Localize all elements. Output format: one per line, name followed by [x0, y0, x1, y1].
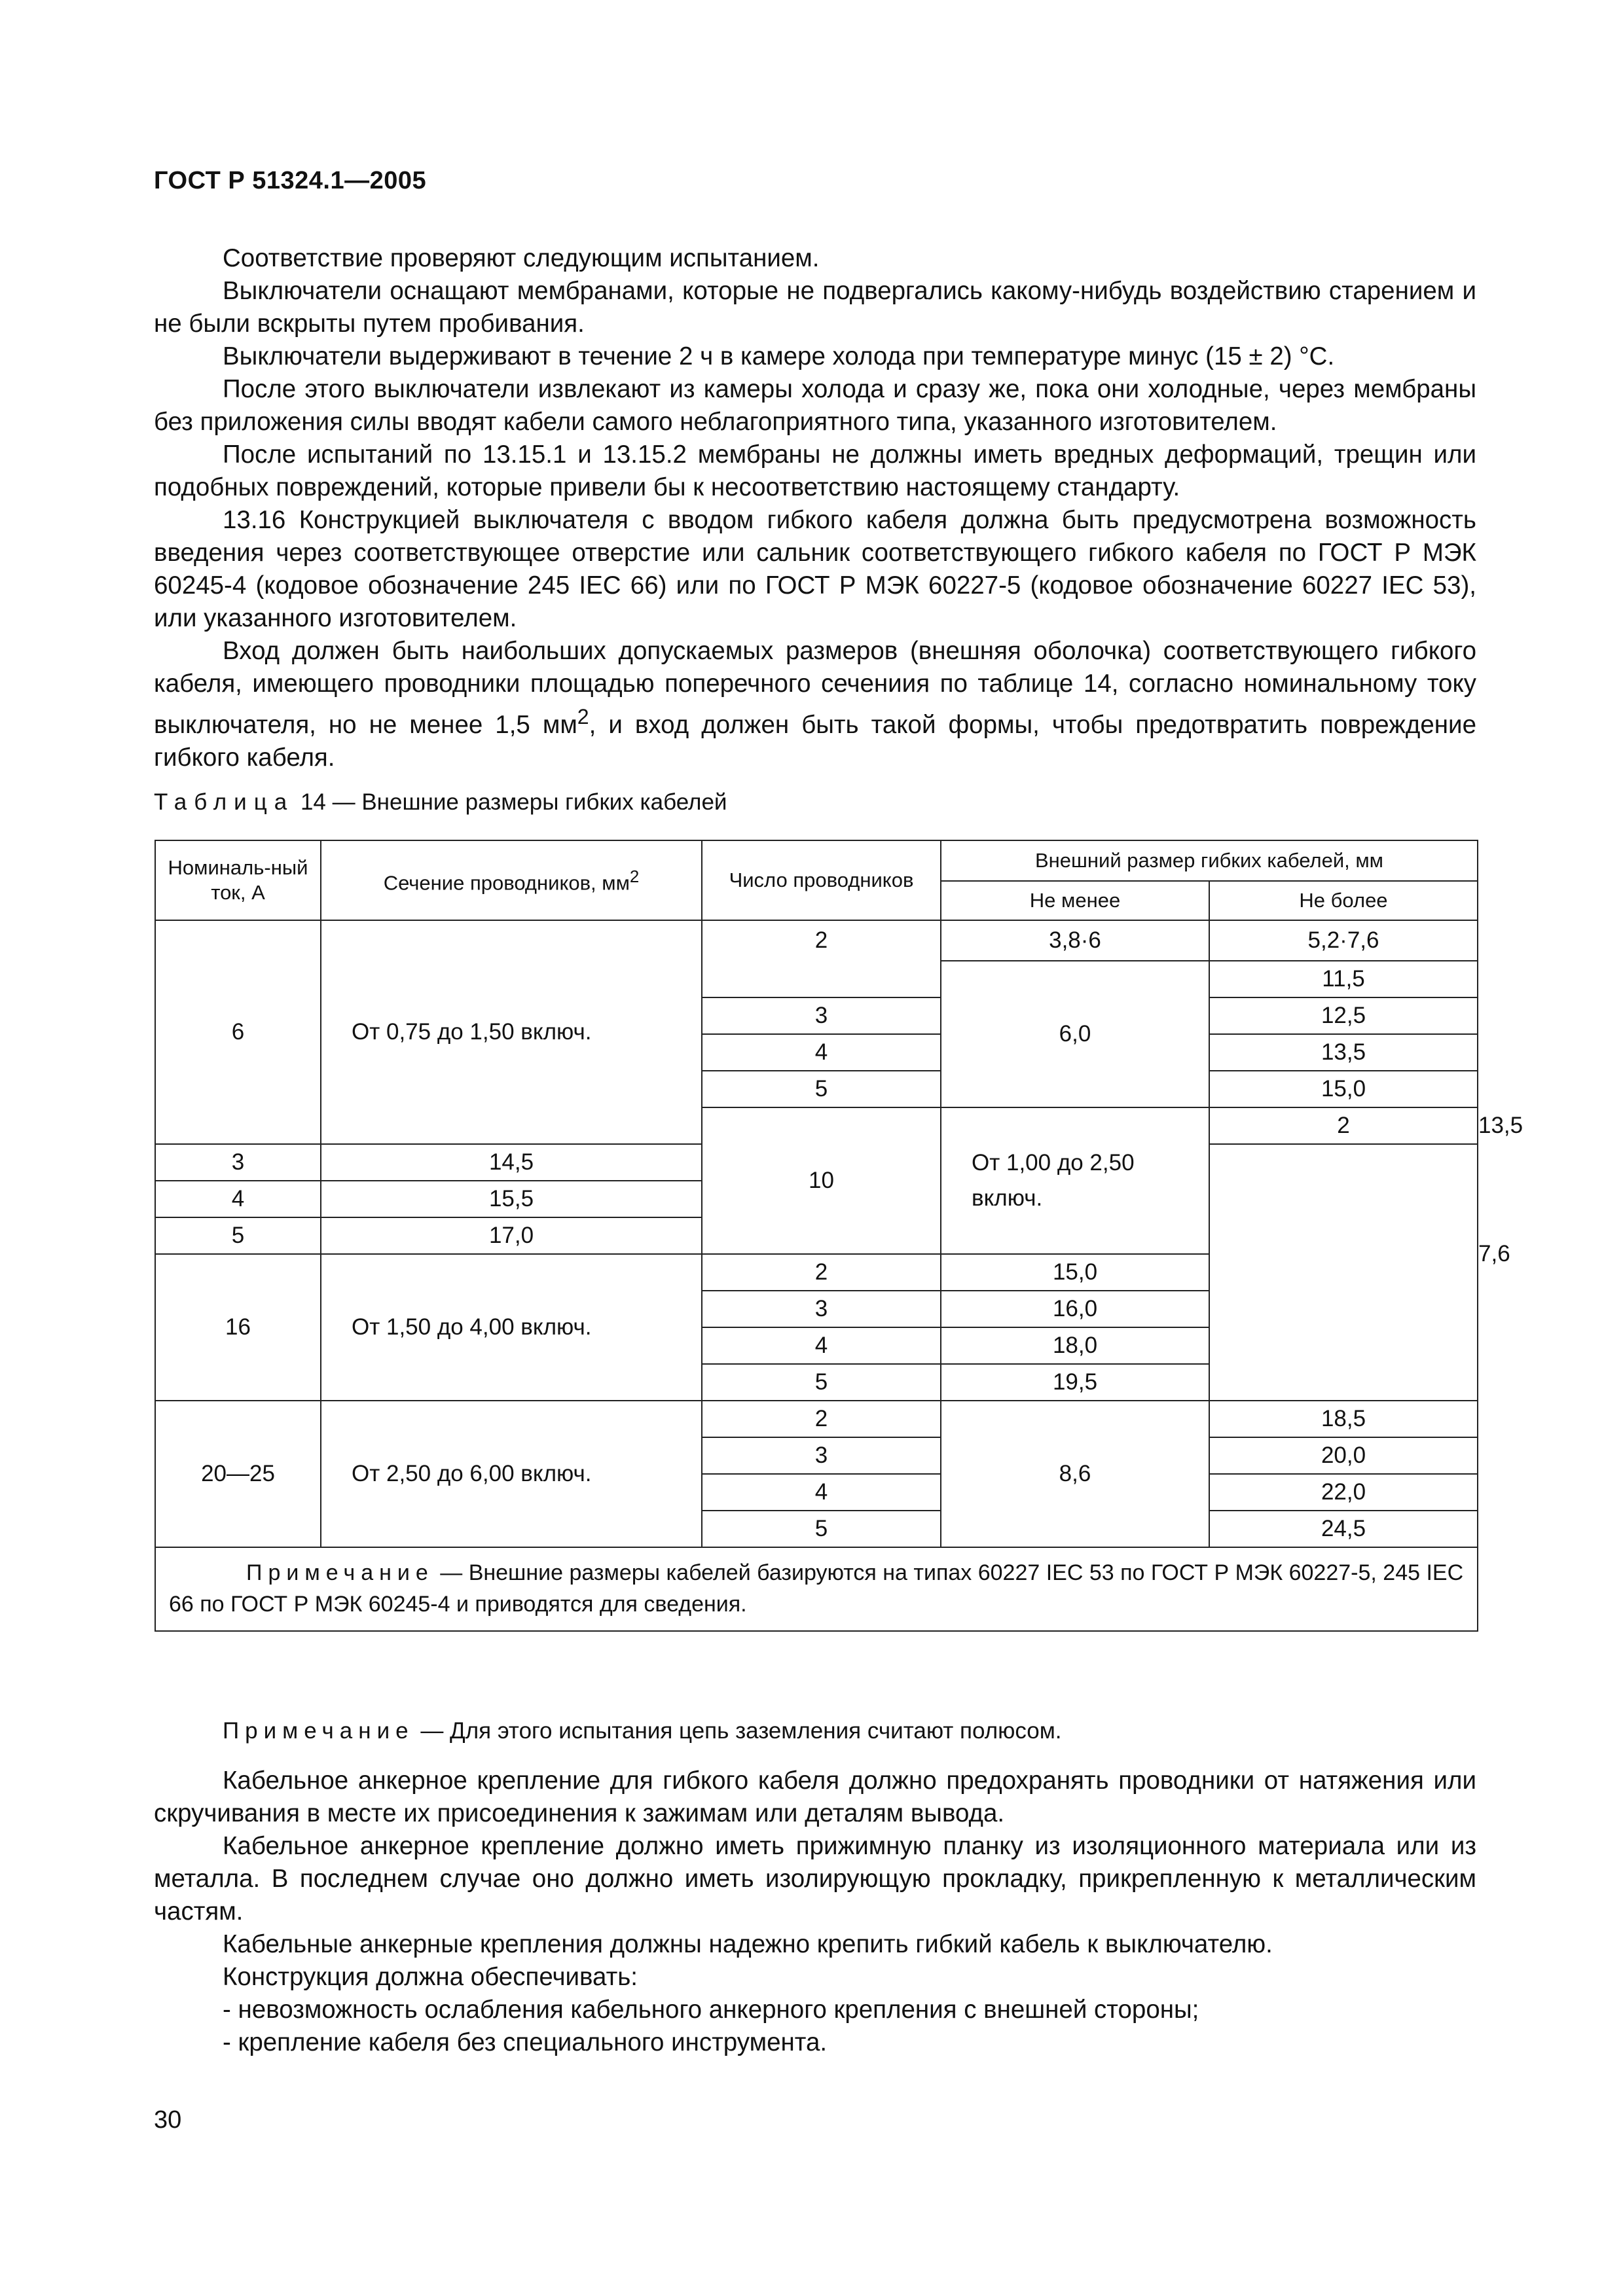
superscript: 2 [577, 705, 589, 728]
header-max: Не более [1209, 881, 1478, 920]
max-cell: 14,5 [321, 1144, 702, 1181]
paragraph-text: Вход должен быть наибольших допускаемых размеров (внешняя оболочка) соответствующего гибкого кабеля, имеющего проводники площадью поперечного сечениия по таблице 14, согласно номинальному току выключателя, но не менее 1,5 мм [154, 637, 1476, 739]
paragraph: Кабельное анкерное крепление для гибкого кабеля должно предохранять проводники от натяжения или скручивания в месте их присоединения к зажимам или деталям вывода. [154, 1767, 1476, 1827]
max-cell: 22,0 [1209, 1474, 1478, 1511]
header-min: Не менее [941, 881, 1209, 920]
max-cell: 18,5 [1209, 1401, 1478, 1437]
body-text-after-table [154, 1715, 1476, 2059]
paragraph: 13.16 Конструкцией выключателя с вводом гибкого кабеля должна быть предусмотрена возможность введения через соответствующее отверстие или сальник соответствующего гибкого кабеля по ГОСТ Р МЭК 60245-4 (кодовое обозначение 245 IEC 66) или по ГОСТ Р МЭК 60227-5 (кодовое обозначение 60227 IEC 53), или указанного изготовителем. [154, 506, 1476, 632]
table-caption-label: Таблица [154, 789, 295, 815]
count-cell: 5 [702, 1511, 941, 1547]
table-caption-text: 14 — Внешние размеры гибких кабелей [294, 789, 727, 815]
max-cell: 24,5 [1209, 1511, 1478, 1547]
body-text [154, 242, 1476, 774]
max-cell: 15,5 [321, 1181, 702, 1217]
paragraph: Соответствие проверяют следующим испытанием. [223, 244, 820, 272]
header-count: Число проводников [702, 840, 941, 920]
page-number: 30 [154, 2106, 182, 2134]
paragraph: После этого выключатели извлекают из камеры холода и сразу же, пока они холодные, через мембраны без приложения силы вводят кабели самого неблагоприятного типа, указанного изготовителем. [154, 375, 1476, 436]
count-cell: 3 [702, 997, 941, 1034]
cable-size-table: Номиналь-ный ток, А Сечение проводников, $мм^2$ Число проводников Внешний размер гибких кабелей, мм Не менее Не более 6 От 0,75 до 1,50 включ. 2 3,8·6 5,2·7,6 6,0 11,5 3 12,5 4 13,5 5 15,0 10 От 1,00 до 2,50 включ. 2 7,6 13,5 3 14,5 4 15,5 5 17,0 16 От 1,50 до 4,00 включ. 2 15,0 3 16,0 4 18,0 5 19,5 20—25 От 2,50 до 6,00 включ. 2 8,6 18,5 3 20,0 4 22,0 5 24,5 Примечание — Внешние размеры кабелей базируются на типах 60227 IEC 53 по ГОСТ Р МЭК 60227-5, 245 IEC 66 по ГОСТ Р МЭК 60245-4 и приводятся для сведения. [155, 840, 1478, 1632]
section-cell: От 1,50 до 4,00 включ. [321, 1254, 702, 1401]
note-label: Примечание [223, 1718, 414, 1744]
max-cell: 16,0 [941, 1291, 1209, 1327]
section-cell: От 1,00 до 2,50 включ. [941, 1107, 1209, 1254]
superscript: 2 [629, 868, 640, 887]
min-cell: 8,6 [941, 1401, 1209, 1547]
note [154, 1715, 1476, 1748]
max-cell: 15,0 [941, 1254, 1209, 1291]
max-cell: 12,5 [1209, 997, 1478, 1034]
count-cell: 3 [702, 1291, 941, 1327]
max-cell: 15,0 [1209, 1071, 1478, 1107]
header-section-text: Сечение проводников, мм [383, 871, 630, 895]
table-note [155, 1547, 1478, 1631]
table-note-label: Примечание [246, 1560, 434, 1585]
count-cell: 3 [155, 1144, 321, 1181]
min-cell: 6,0 [941, 961, 1209, 1107]
paragraph: Конструкция должна обеспечивать: [223, 1963, 638, 1991]
section-cell: От 2,50 до 6,00 включ. [321, 1401, 702, 1547]
current-cell: 6 [155, 920, 321, 1144]
table-note-text: — Внешние размеры кабелей базируются на типах 60227 IEC 53 по ГОСТ Р МЭК 60227-5, 245 IEC 66 по ГОСТ Р МЭК 60245-4 и приводятся для сведения. [169, 1560, 1464, 1617]
note-text: — Для этого испытания цепь заземления считают полюсом. [414, 1718, 1062, 1744]
max-cell: 18,0 [941, 1327, 1209, 1364]
count-cell: 2 [1209, 1107, 1478, 1144]
min-cell: 3,8·6 [941, 920, 1209, 961]
header-section [321, 840, 702, 920]
count-cell: 4 [702, 1327, 941, 1364]
paragraph: Выключатели выдерживают в течение 2 ч в камере холода при температуре минус (15 ± 2) °С. [223, 342, 1335, 370]
paragraph-text: , и вход должен быть такой формы, чтобы предотвратить повреждение гибкого кабеля. [154, 710, 1476, 772]
count-cell: 3 [702, 1437, 941, 1474]
max-cell: 20,0 [1209, 1437, 1478, 1474]
max-cell: 11,5 [1209, 961, 1478, 997]
max-cell: 17,0 [321, 1217, 702, 1254]
list-item: - невозможность ослабления кабельного анкерного крепления с внешней стороны; [223, 1996, 1199, 2024]
count-cell: 5 [155, 1217, 321, 1254]
count-cell: 5 [702, 1364, 941, 1401]
count-cell: 2 [702, 1254, 941, 1291]
count-cell: 2 [702, 1401, 941, 1437]
table-caption [154, 789, 727, 816]
paragraph [154, 635, 1476, 774]
paragraph: После испытаний по 13.15.1 и 13.15.2 мембраны не должны иметь вредных деформаций, трещин или подобных повреждений, которые привели бы к несоответствию настоящему стандарту. [154, 440, 1476, 501]
paragraph: Кабельное анкерное крепление должно иметь прижимную планку из изоляционного материала или из металла. В последнем случае оно должно иметь изолирующую прокладку, прикрепленную к металлическим частям. [154, 1832, 1476, 1926]
standard-header: ГОСТ Р 51324.1—2005 [154, 167, 427, 194]
count-cell: 2 [702, 920, 941, 997]
paragraph: Выключатели оснащают мембранами, которые не подвергались какому-нибудь воздействию старением и не были вскрыты путем пробивания. [154, 277, 1476, 338]
count-cell: 4 [702, 1474, 941, 1511]
section-cell: От 0,75 до 1,50 включ. [321, 920, 702, 1144]
paragraph: Кабельные анкерные крепления должны надежно крепить гибкий кабель к выключателю. [223, 1930, 1273, 1958]
list-item: - крепление кабеля без специального инструмента. [223, 2028, 828, 2056]
header-current: Номиналь-ный ток, А [155, 840, 321, 920]
max-cell: 5,2·7,6 [1209, 920, 1478, 961]
count-cell: 5 [702, 1071, 941, 1107]
count-cell: 4 [702, 1034, 941, 1071]
max-cell: 19,5 [941, 1364, 1209, 1401]
max-cell: 13,5 [1209, 1034, 1478, 1071]
current-cell: 10 [702, 1107, 941, 1254]
header-outer-size: Внешний размер гибких кабелей, мм [941, 840, 1478, 881]
count-cell: 4 [155, 1181, 321, 1217]
current-cell: 16 [155, 1254, 321, 1401]
current-cell: 20—25 [155, 1401, 321, 1547]
